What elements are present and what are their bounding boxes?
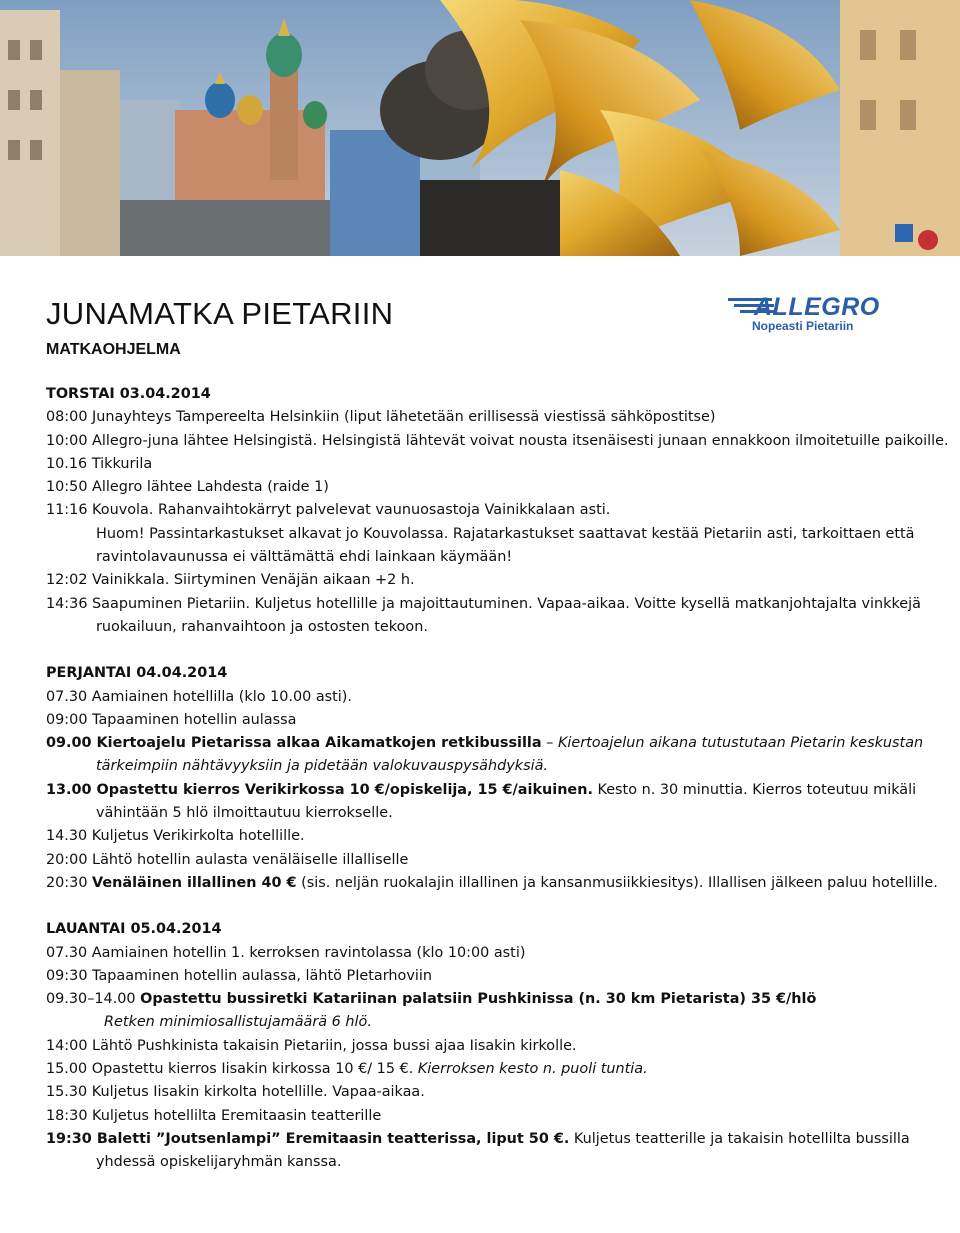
schedule-entry — [46, 499, 950, 522]
entry-text: 10:50 Allegro lähtee Lahdesta (raide 1) — [46, 479, 329, 496]
entry-text: 18:30 Kuljetus hotellilta Eremitaasin teatterille — [46, 1107, 382, 1124]
day-section — [46, 383, 950, 639]
entry-text: 09:30 Tapaaminen hotellin aulassa, lähtö PIetarhoviin — [46, 967, 432, 984]
schedule-entry — [46, 1128, 950, 1175]
page-subtitle: MATKAOHJELMA — [46, 341, 181, 358]
entry-text: 15.00 Opastettu kierros Iisakin kirkossa 10 €/ 15 €. — [46, 1061, 418, 1078]
schedule-entry — [46, 1035, 950, 1058]
entry-text: 19:30 Baletti ”Joutsenlampi” Eremitaasin teatterissa, liput 50 €. — [46, 1130, 570, 1147]
schedule-entry — [46, 1081, 950, 1104]
schedule-entry — [46, 453, 950, 476]
schedule-entry — [46, 593, 950, 640]
entry-text: 08:00 Junayhteys Tampereelta Helsinkiin (liput lähetetään erillisessä viestissä sähköpostitse) — [46, 409, 716, 426]
entry-text: Kiertoajelun aikana tutustutaan Pietarin keskustan tärkeimpiin nähtävyyksiin ja pidetään valokuvauspysähdyksiä. — [96, 735, 924, 775]
schedule-entry — [46, 523, 950, 570]
schedule-entry — [46, 942, 950, 965]
entry-text: 13.00 Opastettu kierros Verikirkossa 10 €/opiskelija, 15 €/aikuinen. — [46, 781, 593, 798]
entry-text: 11:16 Kouvola. Rahanvaihtokärryt palvelevat vaunuosastoja Vainikkalaan asti. — [46, 502, 611, 519]
schedule-entry — [46, 430, 950, 453]
day-section — [46, 662, 950, 895]
schedule-entry — [46, 849, 950, 872]
day-section — [46, 918, 950, 1174]
schedule-entry — [46, 1058, 950, 1081]
entry-text: 20:30 — [46, 874, 93, 891]
entry-text: 12:02 Vainikkala. Siirtyminen Venäjän aikaan +2 h. — [46, 572, 415, 589]
entry-text: Kierroksen kesto n. puoli tuntia. — [417, 1061, 648, 1078]
entry-text: Kuljetus teatterille ja takaisin hotellilta bussilla yhdessä opiskelijaryhmän kanssa. — [96, 1130, 910, 1171]
logo-wordmark: ALLEGRO — [754, 293, 880, 321]
itinerary — [46, 383, 950, 1198]
schedule-entry — [46, 709, 950, 732]
entry-text: 14:36 Saapuminen Pietariin. Kuljetus hotellille ja majoittautuminen. Vapaa-aikaa. Voitte kysellä matkanjohtajalta vinkkejä ruokailuun, rahanvaihtoon ja ostosten tekoon. — [46, 595, 921, 635]
entry-text: 09.30–14.00 — [46, 991, 141, 1008]
schedule-entry — [46, 988, 950, 1011]
schedule-entry — [46, 872, 950, 895]
entry-text: 07.30 Aamiainen hotellin 1. kerroksen ravintolassa (klo 10:00 asti) — [46, 944, 526, 961]
schedule-entry — [46, 569, 950, 592]
schedule-entry — [46, 686, 950, 709]
day-heading: LAUANTAI 05.04.2014 — [46, 921, 222, 938]
schedule-entry — [46, 1011, 950, 1034]
entry-text: 10.16 Tikkurila — [46, 455, 153, 472]
schedule-entry — [46, 779, 950, 826]
schedule-entry — [46, 732, 950, 779]
entry-text: – — [541, 735, 558, 752]
schedule-entry — [46, 965, 950, 988]
banner-photo — [0, 0, 960, 256]
page-title: JUNAMATKA PIETARIIN — [46, 296, 394, 331]
schedule-entry — [46, 476, 950, 499]
entry-text: 09.00 Kiertoajelu Pietarissa alkaa Aikamatkojen retkibussilla — [46, 735, 542, 752]
day-heading: TORSTAI 03.04.2014 — [46, 386, 211, 402]
entry-text: Opastettu bussiretki Katariinan palatsiin Pushkinissa (n. 30 km Pietarista) 35 €/hlö — [140, 991, 817, 1008]
day-heading: PERJANTAI 04.04.2014 — [46, 665, 228, 682]
entry-text: Kesto n. 30 minuttia. Kierros toteutuu mikäli vähintään 5 hlö ilmoittautuu kierrokselle. — [96, 781, 917, 822]
entry-text: Retken minimiosallistujamäärä 6 hlö. — [104, 1014, 372, 1031]
entry-text: 07.30 Aamiainen hotellilla (klo 10.00 asti). — [46, 688, 352, 705]
entry-text: Huom! Passintarkastukset alkavat jo Kouvolassa. Rajatarkastukset saattavat kestää Pietariin asti, tarkoittaen että ravintolavaunussa ei välttämättä ehdi lainkaan käymään! — [96, 525, 915, 566]
allegro-logo — [728, 293, 898, 337]
schedule-entry — [46, 406, 950, 429]
entry-text: Venäläinen illallinen 40 € — [92, 874, 297, 891]
entry-text: 14:00 Lähtö Pushkinista takaisin Pietariin, jossa bussi ajaa Iisakin kirkolle. — [46, 1037, 577, 1054]
entry-text: 09:00 Tapaaminen hotellin aulassa — [46, 711, 297, 728]
schedule-entry — [46, 1105, 950, 1128]
entry-text: 20:00 Lähtö hotellin aulasta venäläiselle illalliselle — [46, 851, 409, 868]
schedule-entry — [46, 825, 950, 848]
entry-text: 10:00 Allegro-juna lähtee Helsingistä. Helsingistä lähtevät voivat nousta itsenäisesti junaan ennakkoon ilmoitetuille paikoille. — [46, 432, 949, 449]
entry-text: 15.30 Kuljetus Iisakin kirkolta hotellille. Vapaa-aikaa. — [46, 1084, 425, 1101]
logo-tagline: Nopeasti Pietariin — [752, 319, 854, 333]
entry-text: 14.30 Kuljetus Verikirkolta hotellille. — [46, 828, 305, 845]
entry-text: (sis. neljän ruokalajin illallinen ja kansanmusiikkiesitys). Illallisen jälkeen paluu hotellille. — [296, 874, 938, 891]
